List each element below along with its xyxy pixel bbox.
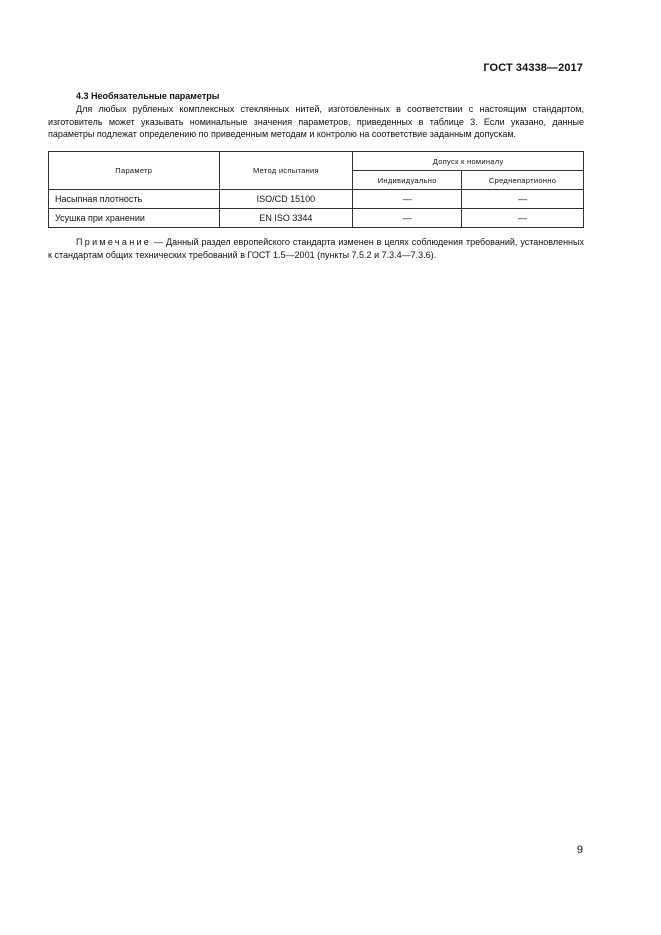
cell-method: ISO/CD 15100	[219, 190, 353, 209]
header-method: Метод испытания	[219, 152, 353, 190]
standard-code-header: ГОСТ 34338—2017	[483, 62, 583, 74]
section-heading: 4.3 Необязательные параметры	[76, 91, 220, 101]
cell-individual: —	[353, 209, 462, 228]
cell-parameter: Усушка при хранении	[49, 209, 220, 228]
section-paragraph: Для любых рубленых комплексных стеклянных нитей, изготовленных в соответствии с настоящим стандартом, изготовитель может указывать номинальные значения параметров, приведенных в таблице 3. Если указано, данные параметры подлежат определению по приведенным методам и контролю на соответствие заданным допускам.	[48, 104, 584, 139]
table-row	[49, 190, 584, 209]
optional-parameters-table	[48, 151, 584, 228]
cell-individual: —	[353, 190, 462, 209]
cell-parameter: Насыпная плотность	[49, 190, 220, 209]
cell-batch: —	[462, 209, 584, 228]
note-label: Примечание	[76, 237, 152, 247]
table-row	[49, 209, 584, 228]
cell-batch: —	[462, 190, 584, 209]
table-header-row	[49, 152, 584, 171]
note-text: — Данный раздел европейского стандарта изменен в целях соблюдения требований, установленных к стандартам общих технических требований в ГОСТ 1.5—2001 (пункты 7.5.2 и 7.3.4—7.3.6).	[48, 237, 584, 260]
header-batch: Среднепартионно	[462, 171, 584, 190]
page-number: 9	[576, 844, 583, 856]
cell-method: EN ISO 3344	[219, 209, 353, 228]
note-block	[48, 236, 584, 262]
header-tolerance: Допуск к номиналу	[353, 152, 584, 171]
header-individual: Индивидуально	[353, 171, 462, 190]
note-paragraph	[48, 236, 584, 262]
header-parameter: Параметр	[49, 152, 220, 190]
section-body	[48, 103, 584, 141]
